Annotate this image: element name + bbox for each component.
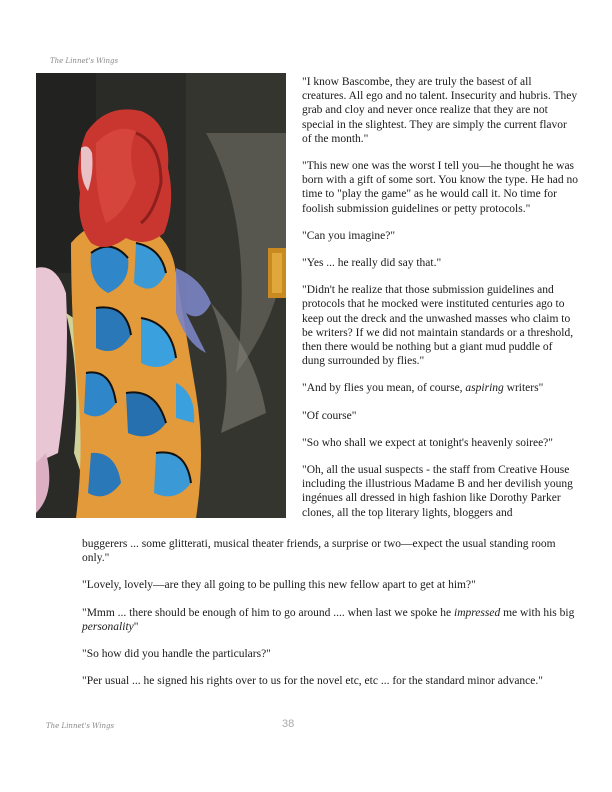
paragraph: "I know Bascombe, they are truly the basest of all creatures. All ego and no talent. Insecurity and hubris. They grab and cloy and never once realize that they are not special in the slightest. They are simply the current flavor of the month." — [302, 76, 578, 145]
text-run: me with his big — [500, 606, 575, 619]
paragraph: "Didn't he realize that those submission guidelines and protocols that he mocked were instituted centuries ago to keep out the dreck and the unwashed masses who claim to be writers? If we did not maintain standards or a threshold, then there would be nothing but a giant mud puddle of dung surrounded by flies." — [302, 284, 574, 368]
paragraph: "Of course" — [302, 409, 357, 422]
text-run: " — [133, 620, 139, 633]
paragraph: "Can you imagine?" — [302, 229, 396, 242]
text-run: "And by flies you mean, of course, — [302, 382, 466, 395]
text-run: writers" — [503, 382, 544, 395]
page-number: 38 — [282, 718, 295, 730]
paragraph-suspects-continued: buggerers ... some glitterati, musical theater friends, a surprise or two—expect the usual standing room only." — [82, 538, 556, 565]
paragraph: "So who shall we expect at tonight's heavenly soiree?" — [302, 436, 553, 449]
paragraph: "So how did you handle the particulars?" — [82, 648, 271, 661]
paragraph-flies — [302, 381, 578, 395]
paragraph: "Yes ... he really did say that." — [302, 257, 442, 270]
running-head: The Linnet's Wings — [50, 57, 119, 65]
text-full-width — [82, 537, 582, 701]
text-run: "Mmm ... there should be enough of him to go around .... when last we spoke he — [82, 606, 454, 619]
footer-title: The Linnet's Wings — [46, 722, 115, 730]
paragraph: "Lovely, lovely—are they all going to be pulling this new fellow apart to get at him?" — [82, 579, 476, 592]
emphasis-impressed: impressed — [454, 606, 501, 619]
paragraph: "Per usual ... he signed his rights over to us for the novel etc, etc ... for the standard minor advance." — [82, 675, 543, 688]
emphasis-aspiring: aspiring — [465, 382, 504, 395]
paragraph-suspects-start: "Oh, all the usual suspects - the staff from Creative House including the illustrious Madame B and her devilish young ingénues all dressed in high fashion like Dorothy Parker clones, all the top literary lights, bloggers and — [302, 464, 573, 519]
text-column — [302, 75, 578, 520]
paragraph-mmm — [82, 606, 582, 634]
emphasis-personality: personality — [82, 620, 134, 633]
paragraph: "This new one was the worst I tell you—he thought he was born with a gift of some sort. You know the type. He had no time to "play the game" as he would call it. No time for foolish submission guidelines or petty protocols." — [302, 160, 578, 215]
painting-woman-red-hair-icon — [36, 73, 286, 518]
